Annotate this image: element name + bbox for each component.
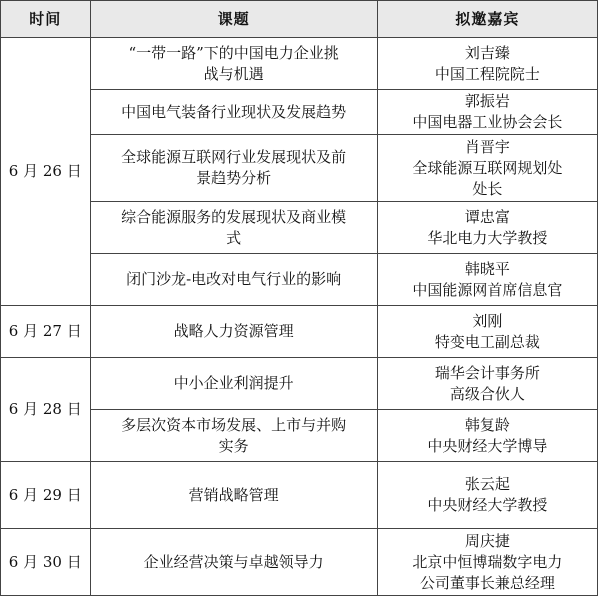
table-row <box>1 38 598 90</box>
guest-title: 北京中恒博瑞数字电力 <box>412 552 563 571</box>
date-cell: 6 月 28 日 <box>1 358 91 462</box>
guest-name: 韩晓平 <box>464 259 510 278</box>
topic-cell <box>90 462 377 529</box>
guest-name: 瑞华会计事务所 <box>434 363 540 382</box>
topic-cell <box>90 202 377 254</box>
topic-line: 企业经营决策与卓越领导力 <box>143 552 324 571</box>
topic-line: 中国电气装备行业现状及发展趋势 <box>121 102 347 121</box>
table-row <box>1 135 598 202</box>
table-row <box>1 410 598 462</box>
topic-line: 战与机遇 <box>203 64 264 83</box>
header-guest: 拟邀嘉宾 <box>377 1 597 38</box>
topic-cell <box>90 410 377 462</box>
guest-cell <box>377 462 597 529</box>
topic-cell <box>90 358 377 410</box>
guest-title: 特变电工副总裁 <box>434 332 540 351</box>
table-row <box>1 529 598 596</box>
guest-name: 肖晋宇 <box>464 137 510 156</box>
guest-title: 中央财经大学教授 <box>427 496 548 514</box>
guest-cell <box>377 38 597 90</box>
guest-title: 全球能源互联网规划处 <box>412 158 563 177</box>
guest-title: 高级合伙人 <box>449 384 525 403</box>
topic-cell <box>90 90 377 135</box>
guest-cell <box>377 410 597 462</box>
topic-line: 式 <box>226 228 242 247</box>
guest-title: 处长 <box>472 179 503 198</box>
date-cell: 6 月 27 日 <box>1 306 91 358</box>
guest-title: 中国工程院院士 <box>434 64 540 83</box>
date-cell: 6 月 30 日 <box>1 529 91 596</box>
guest-cell <box>377 529 597 596</box>
guest-name: 刘吉臻 <box>464 43 510 62</box>
table-row <box>1 462 598 529</box>
topic-cell <box>90 306 377 358</box>
guest-cell <box>377 202 597 254</box>
guest-cell <box>377 254 597 306</box>
topic-cell <box>90 529 377 596</box>
guest-name: 刘刚 <box>472 311 503 330</box>
topic-line: 综合能源服务的发展现状及商业模 <box>121 207 347 226</box>
guest-title: 中央财经大学博导 <box>427 436 548 455</box>
guest-name: 谭忠富 <box>464 207 510 226</box>
table-row <box>1 202 598 254</box>
topic-line: 全球能源互联网行业发展现状及前 <box>121 148 347 166</box>
table-row <box>1 358 598 410</box>
topic-line: 实务 <box>218 436 249 455</box>
header-date: 时间 <box>1 1 91 38</box>
topic-line: 景趋势分析 <box>196 169 272 187</box>
topic-line: 中小企业利润提升 <box>173 374 294 392</box>
date-cell: 6 月 26 日 <box>1 38 91 306</box>
guest-name: 郭振岩 <box>464 92 510 110</box>
guest-name: 周庆捷 <box>464 531 510 550</box>
guest-title: 中国能源网首席信息官 <box>412 280 563 299</box>
guest-title: 华北电力大学教授 <box>427 228 548 247</box>
date-cell: 6 月 29 日 <box>1 462 91 529</box>
topic-cell <box>90 135 377 202</box>
topic-line: “一带一路”下的中国电力企业挑 <box>128 43 339 62</box>
guest-title: 中国电器工业协会会长 <box>412 113 563 131</box>
table-row <box>1 254 598 306</box>
topic-line: 营销战略管理 <box>188 485 279 504</box>
table-row <box>1 90 598 135</box>
guest-name: 张云起 <box>464 475 510 493</box>
guest-title: 公司董事长兼总经理 <box>419 573 555 592</box>
topic-line: 多层次资本市场发展、上市与并购 <box>121 415 347 434</box>
topic-cell <box>90 254 377 306</box>
table-header-row <box>1 1 598 38</box>
guest-cell <box>377 90 597 135</box>
topic-line: 闭门沙龙-电改对电气行业的影响 <box>126 270 342 288</box>
guest-name: 韩复龄 <box>464 415 510 434</box>
topic-line: 战略人力资源管理 <box>173 322 294 340</box>
header-topic: 课题 <box>90 1 377 38</box>
guest-cell <box>377 358 597 410</box>
table-row <box>1 306 598 358</box>
guest-cell <box>377 306 597 358</box>
guest-cell <box>377 135 597 202</box>
topic-cell <box>90 38 377 90</box>
